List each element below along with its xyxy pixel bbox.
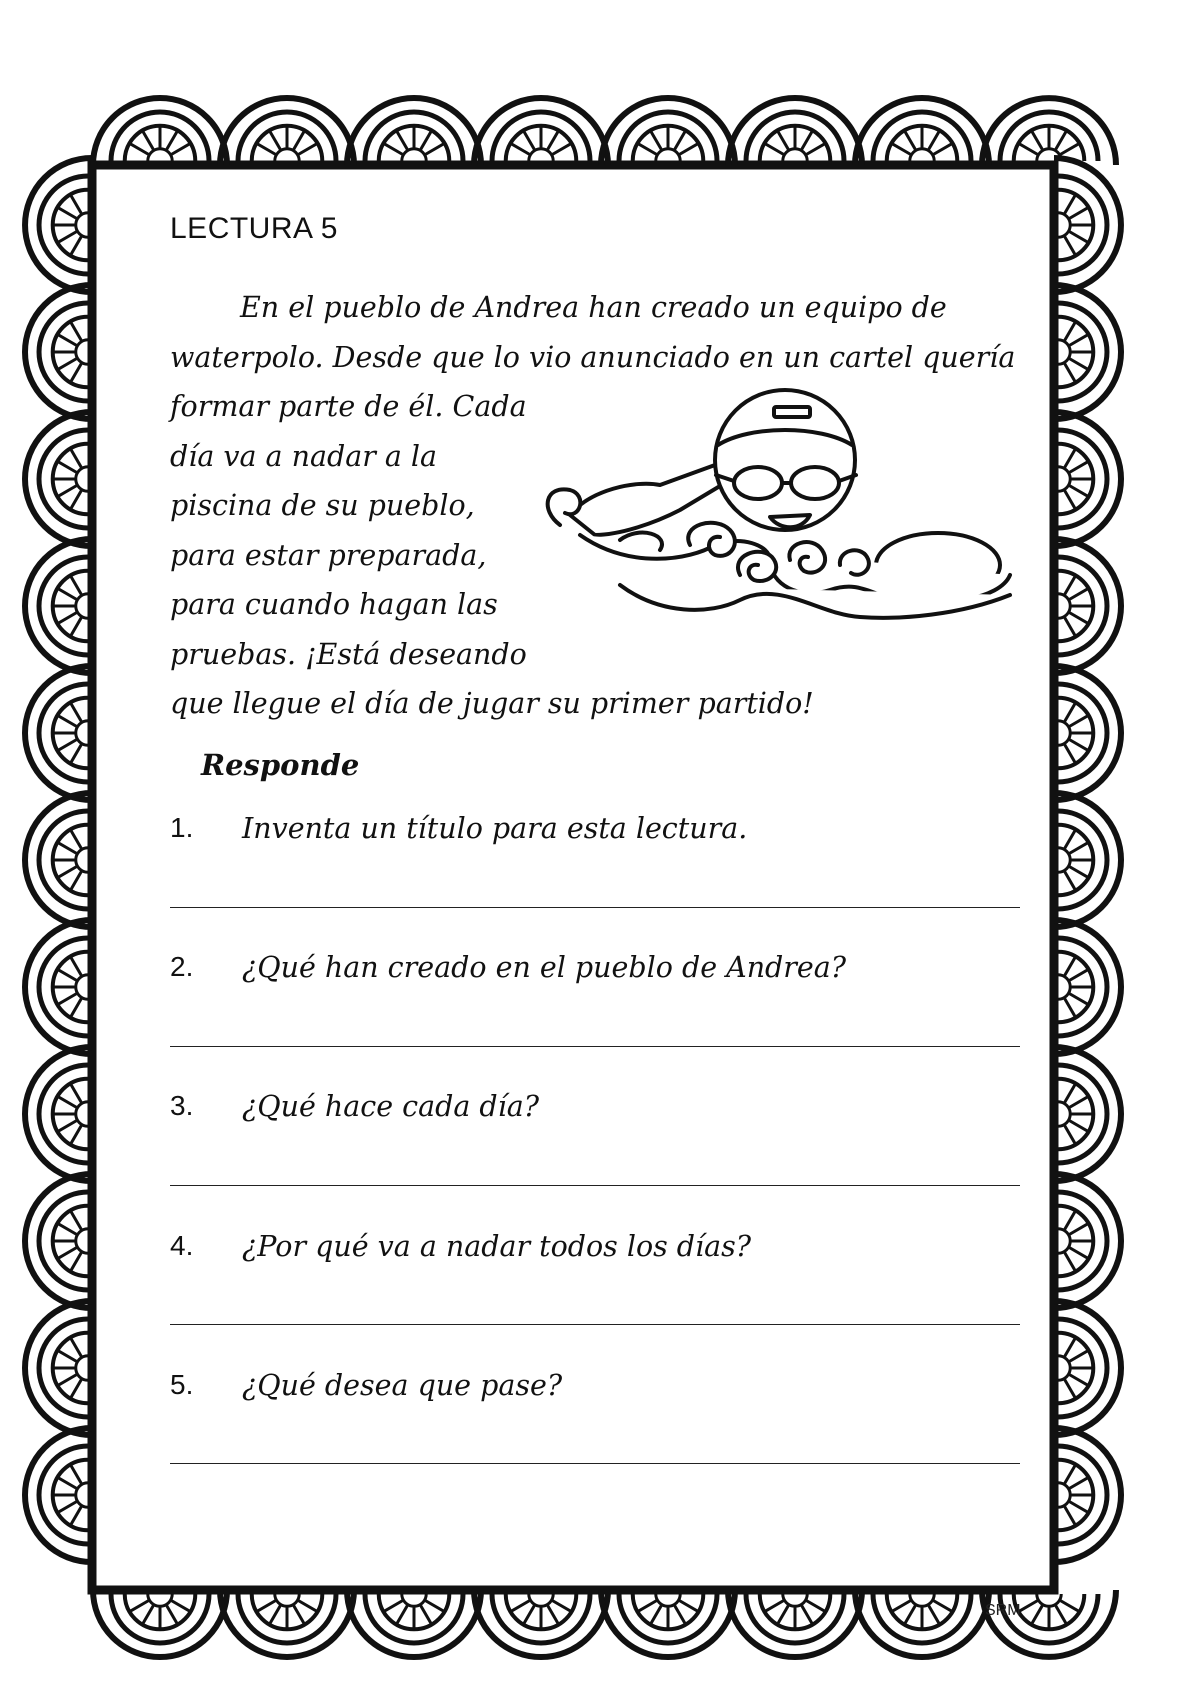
reading-line: para cuando hagan las (170, 588, 498, 621)
reading-line: piscina de su pueblo, (170, 489, 475, 522)
reading-line: pruebas. ¡Está deseando (170, 637, 527, 671)
question-text: ¿Qué hace cada día? (242, 1090, 540, 1123)
swimmer-illustration-icon (540, 385, 1030, 645)
reading-line: En el pueblo de Andrea han creado un equipo de (240, 291, 947, 324)
reading-line: día va a nadar a la (170, 439, 438, 473)
reading-line: waterpolo. Desde que lo vio anunciado en un cartel quería (170, 340, 1016, 374)
answer-line-2[interactable] (170, 1046, 1020, 1047)
reading-line: para estar preparada, (170, 538, 487, 572)
reading-line: formar parte de él. Cada (170, 390, 527, 423)
reading-line: que llegue el día de jugar su primer partido! (170, 687, 814, 720)
question-text: ¿Qué han creado en el pueblo de Andrea? (242, 951, 847, 984)
question-number: 3. (170, 1090, 194, 1121)
question-number: 2. (170, 951, 194, 982)
answer-line-1[interactable] (170, 907, 1020, 908)
answer-line-5[interactable] (170, 1463, 1020, 1464)
question-number: 4. (170, 1230, 194, 1261)
question-text: ¿Qué desea que pase? (242, 1369, 563, 1402)
respond-heading: Responde (201, 748, 360, 782)
reading-title: LECTURA 5 (170, 212, 338, 245)
answer-line-3[interactable] (170, 1185, 1020, 1186)
question-text: ¿Por qué va a nadar todos los días? (242, 1230, 752, 1263)
question-number: 1. (170, 812, 194, 843)
question-number: 5. (170, 1369, 194, 1400)
footer-mark: SRM (985, 1602, 1021, 1619)
answer-line-4[interactable] (170, 1324, 1020, 1325)
question-text: Inventa un título para esta lectura. (242, 812, 748, 845)
